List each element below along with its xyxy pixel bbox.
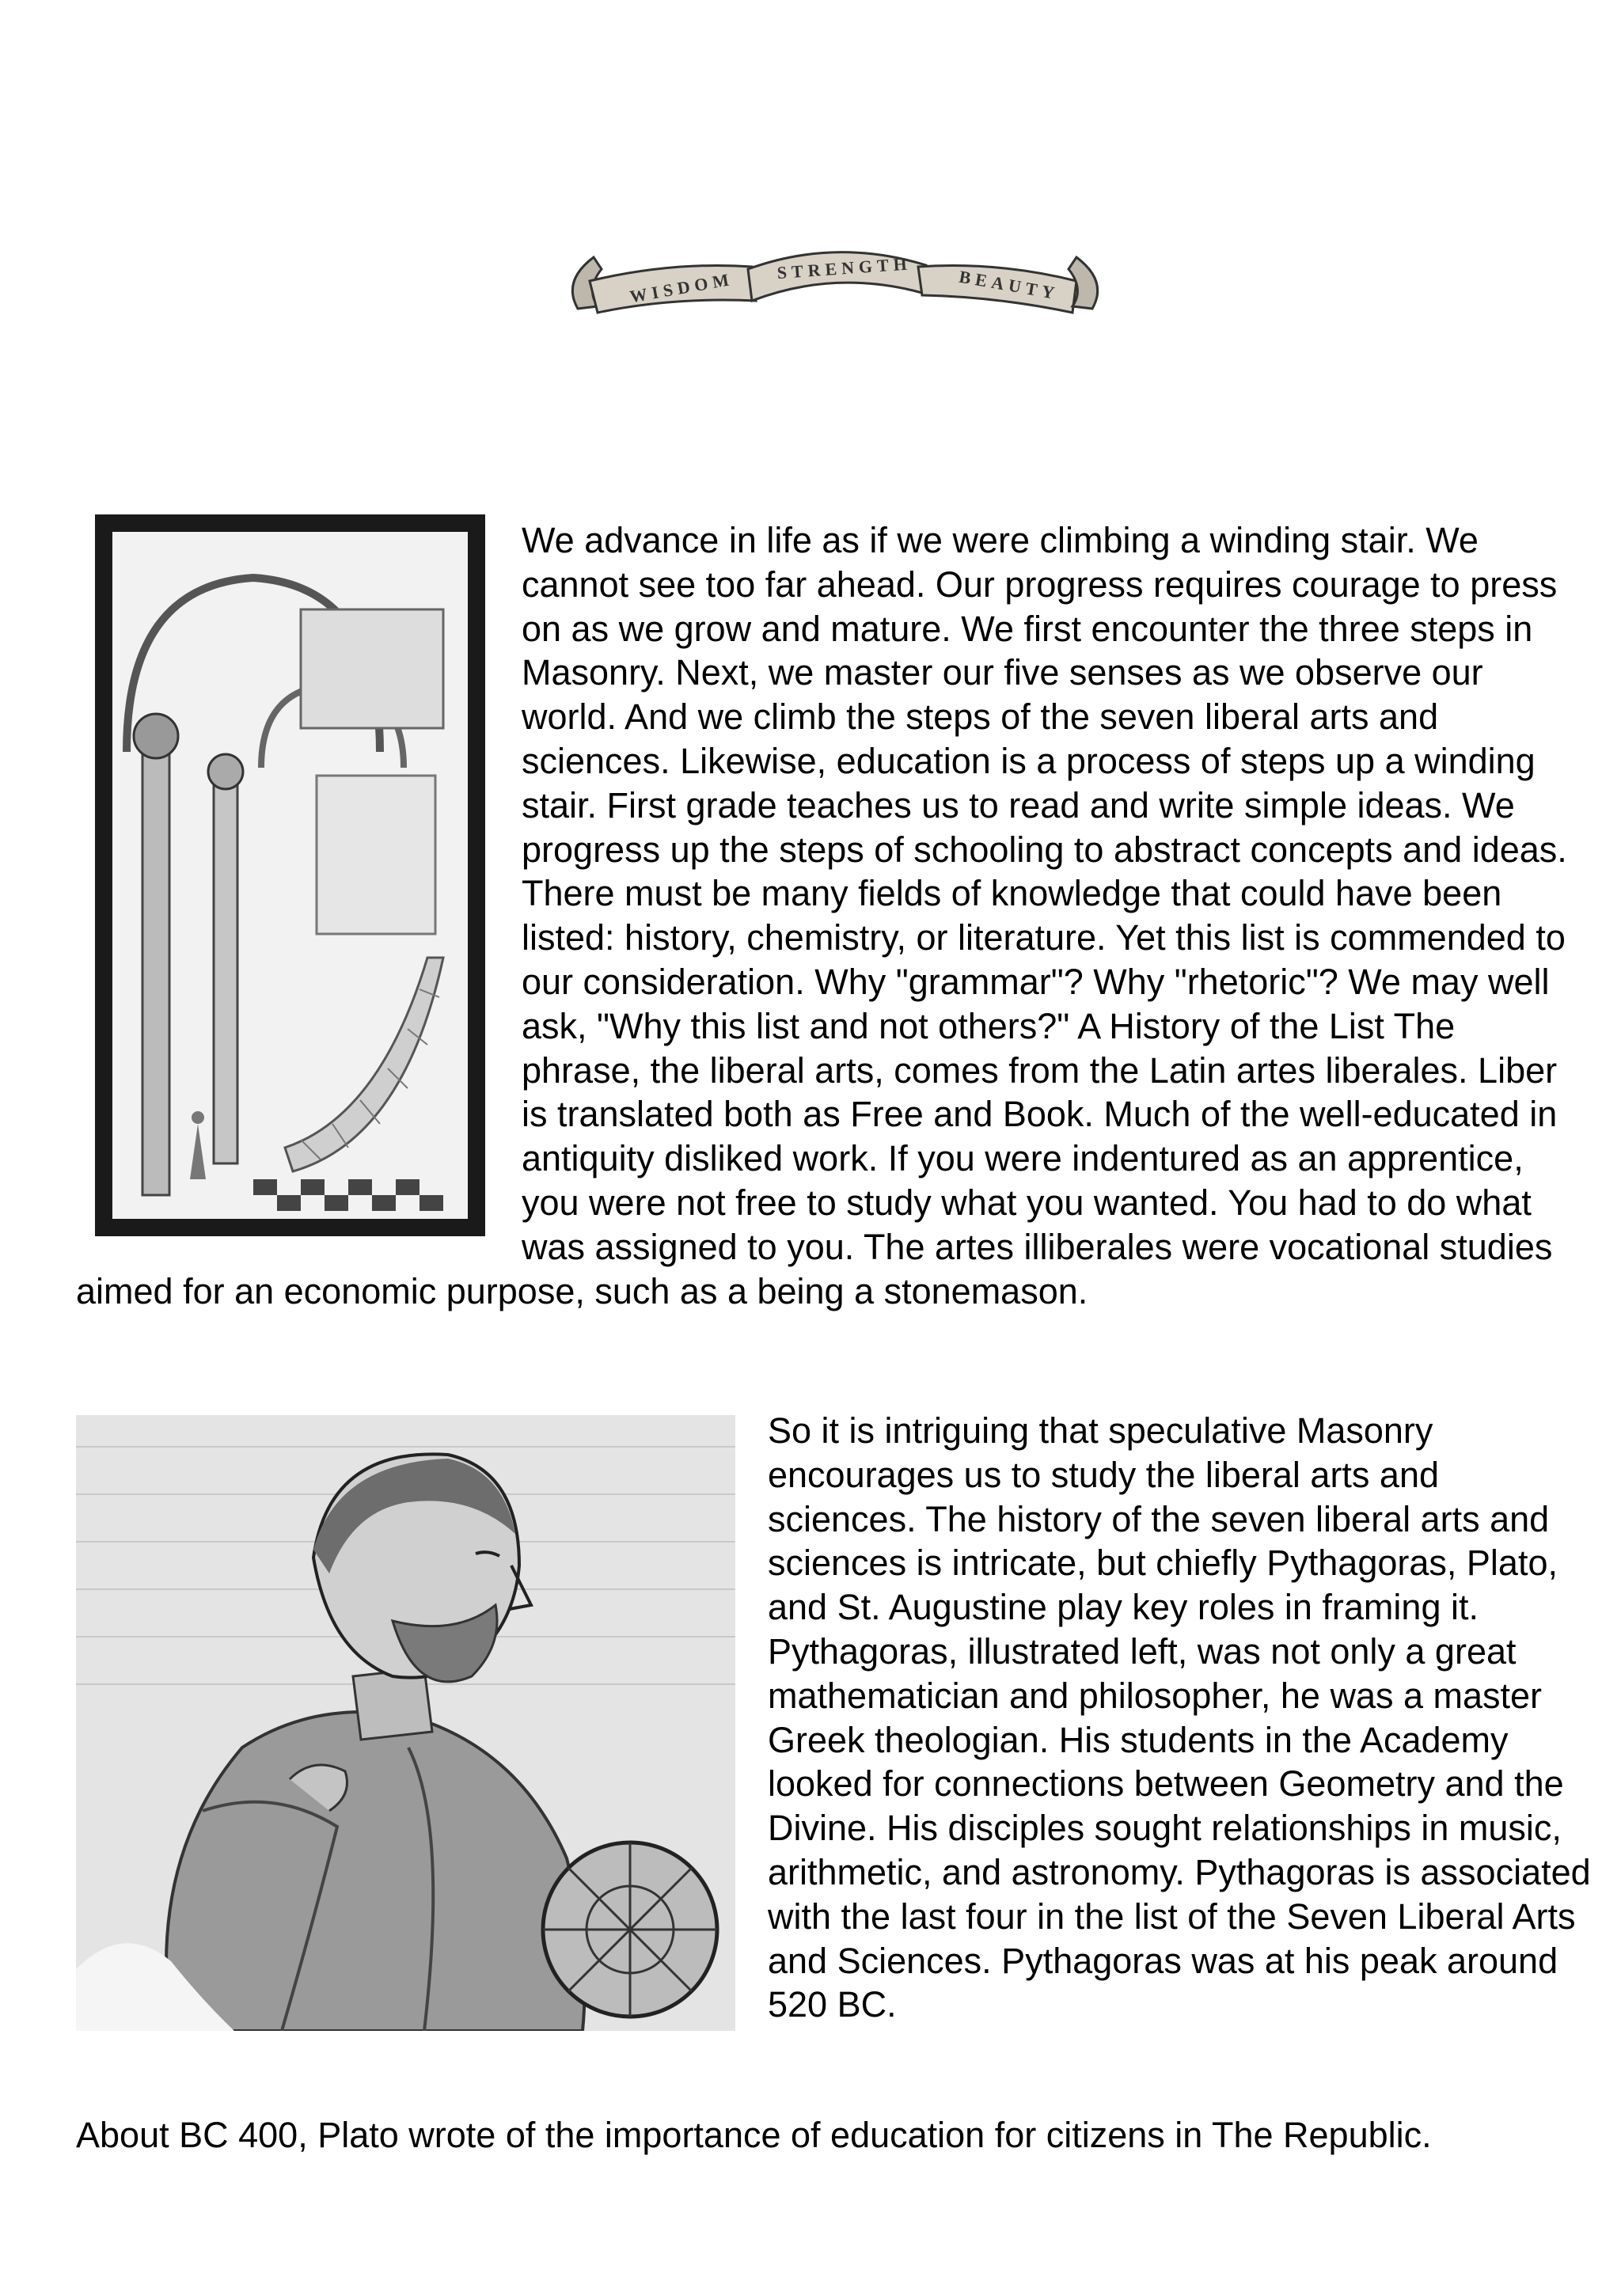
banner-word-strength: STRENGTH [776,253,913,283]
paragraph-winding-stair [76,518,1583,1313]
paragraph-winding-stair-text: We advance in life as if we were climbing a winding stair. We cannot see too far ahead. Our progress requires courage to press on as we grow and mature. We first encounter the three steps in Masonry. Next, we master our five senses as we observe our world. And we climb the steps of the seven liberal arts and sciences. Likewise, education is a process of steps up a winding stair. First grade teaches us to read and write simple ideas. We progress up the steps of schooling to abstract concepts and ideas. There must be many fields of knowledge that could have been listed: history, chemistry, or literature. Yet this list is commended to our consideration. Why "grammar"? Why "rhetoric"? We may well ask, "Why this list and not others?" A History of the List The phrase, the liberal arts, comes from the Latin artes liberales. Liber is translated both as Free and Book. Much of the well-educated in antiquity disliked work. If you were indentured as an apprentice, you were not free to study what you wanted. You had to do what was assigned to you. The artes illiberales were vocational studies aimed for an economic purpose, such as a being a stonemason. [76,520,1567,1311]
pythagoras-image [76,1415,735,2031]
paragraph-pythagoras: So it is intriguing that speculative Masonry encourages us to study the liberal arts and sciences. The history of the seven liberal arts and sciences is intricate, but chiefly Pythagoras, Plato, and St. Augustine play key roles in framing it. Pythagoras, illustrated left, was not only a great mathematician and philosopher, he was a master Greek theologian. His students in the Academy looked for connections between Geometry and the Divine. His disciples sought relationships in music, arithmetic, and astronomy. Pythagoras is associated with the last four in the list of the Seven Liberal Arts and Sciences. Pythagoras was at his peak around 520 BC. [768,1410,1591,2025]
paragraph-plato: About BC 400, Plato wrote of the importance of education for citizens in The Republic. [76,2115,1432,2155]
wisdom-strength-beauty-banner [554,233,1116,336]
stair-image-spacer [76,518,522,1254]
banner-word-wisdom: WISDOM [628,268,735,307]
banner-word-beauty: BEAUTY [957,266,1061,304]
